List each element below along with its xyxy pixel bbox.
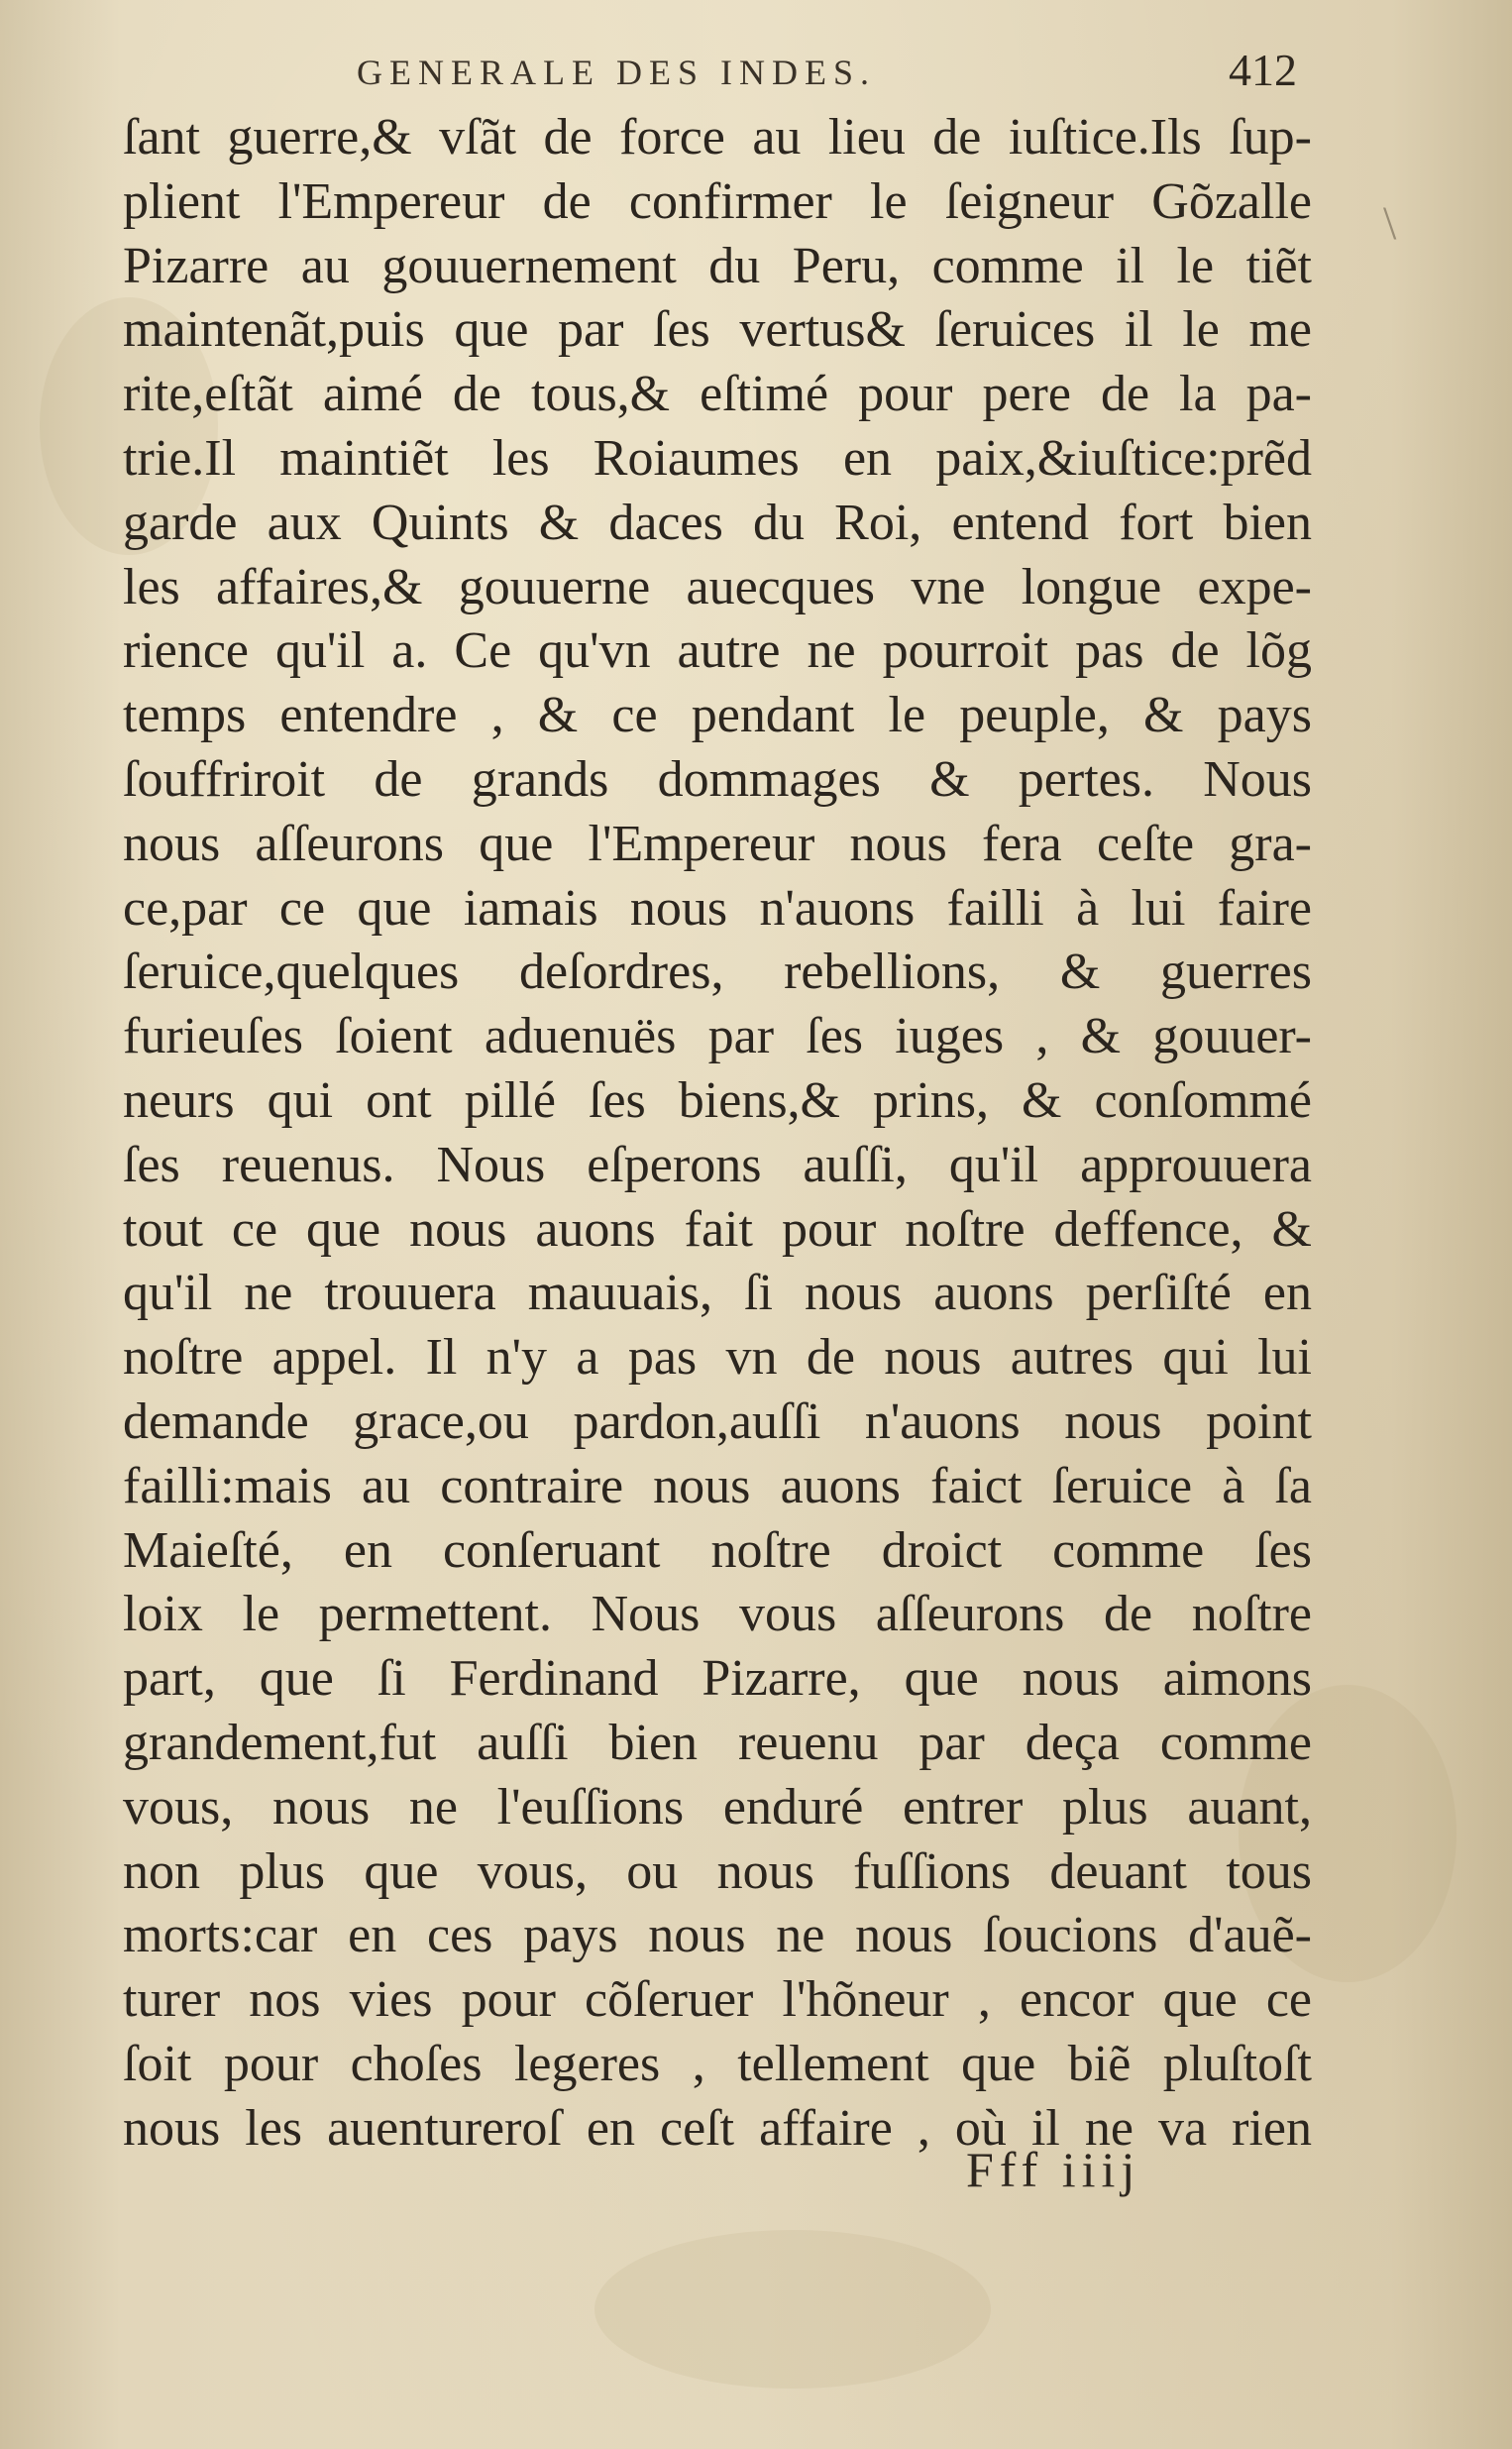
text-line: nous les auentureroſ en ceſt affaire , où il ne va rien <box>123 2099 1312 2157</box>
marginal-mark: \ <box>1383 197 1397 250</box>
text-line: neurs qui ont pillé ſes biens,& prins, & conſommé <box>123 1071 1312 1129</box>
text-line: failli:mais au contraire nous auons faict ſeruice à ſa <box>123 1457 1312 1514</box>
text-line: trie.Il maintiẽt les Roiaumes en paix,&iuſtice:prẽd <box>123 429 1312 487</box>
paper-stain <box>594 2230 991 2389</box>
text-line: garde aux Quints & daces du Roi, entend fort bien <box>123 494 1312 551</box>
text-line: ſeruice,quelques deſordres, rebellions, & guerres <box>123 944 1312 1001</box>
text-line: vous, nous ne l'euſſions enduré entrer plus auant, <box>123 1778 1312 1836</box>
page-number: 412 <box>1229 45 1297 95</box>
text-line: rience qu'il a. Ce qu'vn autre ne pourroit pas de lõg <box>123 622 1312 680</box>
text-line: part, que ſi Ferdinand Pizarre, que nous aimons <box>123 1650 1312 1708</box>
text-line: non plus que vous, ou nous fuſſions deuant tous <box>123 1842 1312 1900</box>
text-line: tout ce que nous auons fait pour noſtre deffence, & <box>123 1200 1312 1258</box>
text-line: ſouffriroit de grands dommages & pertes. Nous <box>123 750 1312 808</box>
text-line: ce,par ce que iamais nous n'auons failli à lui faire <box>123 879 1312 937</box>
text-line: temps entendre , & ce pendant le peuple, & pays <box>123 687 1312 744</box>
text-line: ſes reuenus. Nous eſperons auſſi, qu'il approuuera <box>123 1136 1312 1193</box>
text-line: noſtre appel. Il n'y a pas vn de nous autres qui lui <box>123 1329 1312 1387</box>
text-line: loix le permettent. Nous vous aſſeurons de noſtre <box>123 1586 1312 1643</box>
text-line: ſoit pour choſes legeres , tellement que biẽ pluſtoſt <box>123 2035 1312 2092</box>
signature-mark: Fff iiij <box>966 2142 1141 2197</box>
text-line: furieuſes ſoient aduenuës par ſes iuges , & gouuer- <box>123 1008 1312 1065</box>
text-line: Maieſté, en conſeruant noſtre droict comme ſes <box>123 1521 1312 1579</box>
running-head <box>0 45 1512 111</box>
text-line: qu'il ne trouuera mauuais, ſi nous auons perſiſté en <box>123 1265 1312 1322</box>
text-line: grandement,fut auſſi bien reuenu par deça comme <box>123 1714 1312 1771</box>
text-line: plient l'Empereur de confirmer le ſeigneur Gõzalle <box>123 172 1312 230</box>
text-line: nous aſſeurons que l'Empereur nous fera ceſte gra- <box>123 815 1312 872</box>
running-title: GENERALE DES INDES. <box>357 53 876 92</box>
text-line: Pizarre au gouuernement du Peru, comme il le tiẽt <box>123 237 1312 294</box>
text-line: turer nos vies pour cõſeruer l'hõneur , encor que ce <box>123 1971 1312 2029</box>
text-line: demande grace,ou pardon,auſſi n'auons nous point <box>123 1392 1312 1450</box>
text-line: morts:car en ces pays nous ne nous ſoucions d'auẽ- <box>123 1907 1312 1964</box>
body-text <box>123 106 1312 2162</box>
text-line: rite,eſtãt aimé de tous,& eſtimé pour pere de la pa- <box>123 366 1312 423</box>
text-line: maintenãt,puis que par ſes vertus& ſeruices il le me <box>123 301 1312 359</box>
text-line: les affaires,& gouuerne auecques vne longue expe- <box>123 558 1312 615</box>
text-line: ſant guerre,& vſãt de force au lieu de iuſtice.Ils ſup- <box>123 109 1312 166</box>
